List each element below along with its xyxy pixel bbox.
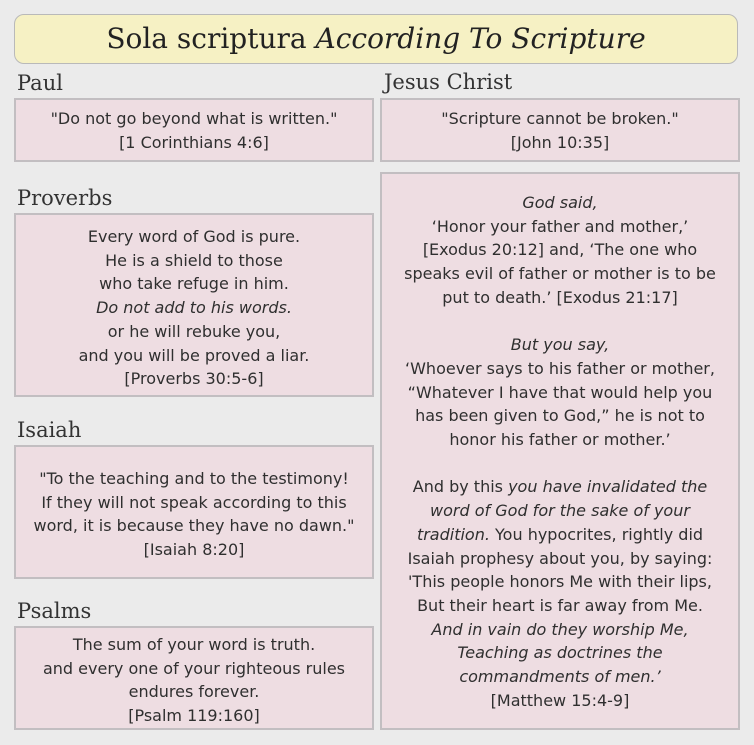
isaiah-line: "To the teaching and to the testimony! [39,469,349,488]
proverbs-quote-card [14,213,374,397]
jesus-quote-card [380,98,740,162]
title-plain: Sola scriptura [106,22,307,55]
isaiah-reference: [Isaiah 8:20] [143,540,245,560]
matthew-text: You hypocrites, rightly did [489,524,704,544]
paragraph-gap [382,452,738,476]
isaiah-line: word, it is because they have no dawn." [33,516,355,536]
isaiah-line: If they will not speak according to this [41,492,347,512]
matthew-quote-card [380,172,740,730]
paul-quote-card [14,98,374,162]
matthew-line: speaks evil of father or mother is to be [404,264,716,284]
matthew-line [382,475,738,499]
matthew-text: And by this [412,477,509,497]
matthew-line: “Whatever I have that would help you [407,382,713,402]
matthew-line: But their heart is far away from Me. [417,595,703,615]
proverbs-line: Every word of God is pure. [87,227,301,246]
psalms-quote-card [14,626,374,730]
jesus-label: Jesus Christ [384,70,513,94]
matthew-line: God said, [522,193,598,212]
paragraph-gap [382,310,738,334]
psalms-reference: [Psalm 119:160] [128,706,260,726]
matthew-line: honor his father or mother.’ [449,430,671,450]
matthew-line: put to death.’ [Exodus 21:17] [442,287,678,307]
title-italic: According To Scripture [315,22,646,55]
matthew-line: And in vain do they worship Me, [431,619,689,639]
proverbs-line: and you will be proved a liar. [78,345,310,365]
page-title [14,14,738,64]
matthew-reference: [Matthew 15:4-9] [490,690,630,710]
psalms-line: The sum of your word is truth. [72,635,316,654]
jesus-quote: "Scripture cannot be broken." [441,109,679,128]
isaiah-label: Isaiah [17,418,82,442]
matthew-text-italic: tradition. [416,524,490,544]
proverbs-reference: [Proverbs 30:5-6] [124,369,264,389]
proverbs-line: who take refuge in him. [99,274,289,294]
matthew-line: word of God for the sake of your [430,501,690,521]
paul-quote: "Do not go beyond what is written." [50,109,338,128]
psalms-line: and every one of your righteous rules [42,658,346,678]
matthew-line: 'This people honors Me with their lips, [408,572,712,592]
matthew-text-italic: you have invalidated the [508,477,708,497]
matthew-line: ‘Honor your father and mother,’ [431,216,689,236]
proverbs-line: He is a shield to those [105,250,283,270]
psalms-line: endures forever. [128,682,260,702]
proverbs-line: Do not add to his words. [96,298,292,318]
proverbs-line: or he will rebuke you, [107,321,281,341]
matthew-line: commandments of men.’ [459,667,661,687]
paul-reference: [1 Corinthians 4:6] [119,132,269,152]
psalms-label: Psalms [17,599,92,623]
proverbs-label: Proverbs [17,186,113,210]
matthew-line: has been given to God,” he is not to [415,406,705,426]
matthew-line: Isaiah prophesy about you, by saying: [407,548,713,568]
matthew-line: Teaching as doctrines the [457,643,663,663]
matthew-line: [Exodus 20:12] and, ‘The one who [422,240,698,260]
matthew-line [382,523,738,547]
matthew-line: But you say, [510,335,610,355]
jesus-reference: [John 10:35] [510,132,610,152]
isaiah-quote-card [14,445,374,579]
paul-label: Paul [17,71,63,95]
matthew-line: ‘Whoever says to his father or mother, [405,358,715,378]
